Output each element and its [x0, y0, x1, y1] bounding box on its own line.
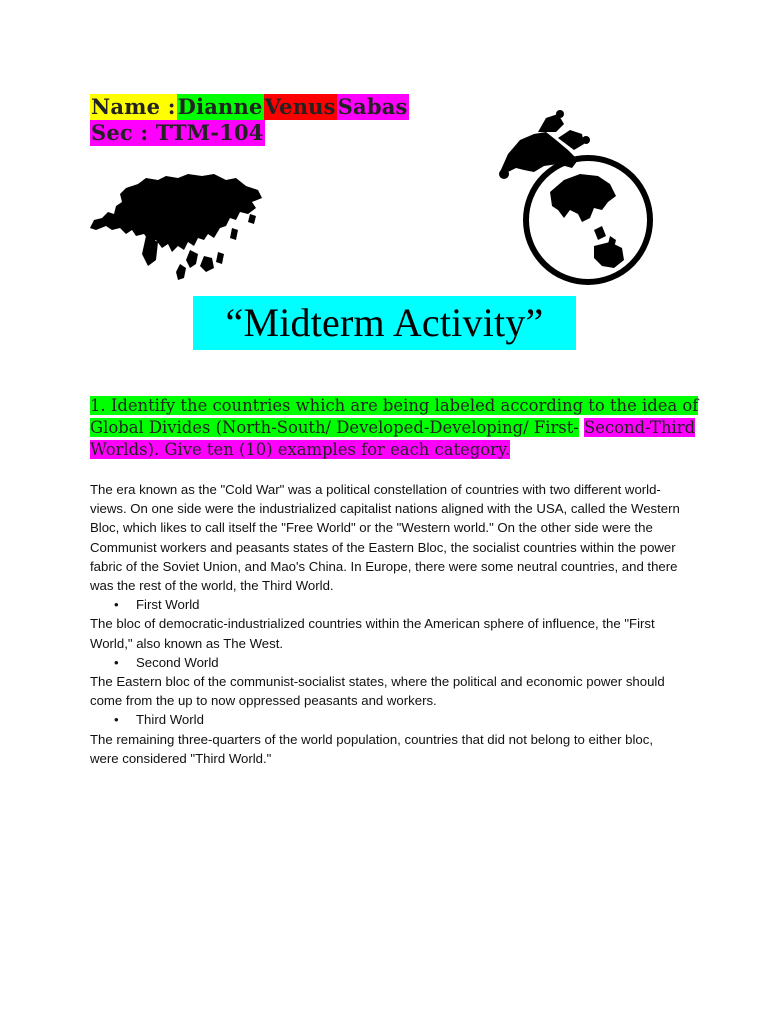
last-name: Sabas	[337, 94, 408, 119]
page-title: “Midterm Activity”	[193, 296, 576, 350]
question-line-2: Second-Third Worlds). Give ten (10) examples for each category.	[90, 418, 696, 459]
question-line-1: 1. Identify the countries which are being labeled according to the idea of Global Divides (North-South/ Developed-Developing/ First-	[90, 396, 699, 437]
bullet-second-world	[90, 653, 680, 672]
jester-hat-globe-icon	[498, 110, 658, 290]
third-world-paragraph: The remaining three-quarters of the world population, countries that did not belong to either bloc, were considered "Third World."	[90, 731, 654, 766]
name-label: Name :	[91, 94, 176, 119]
first-name: Dianne	[177, 94, 263, 119]
bullet-icon: •	[114, 597, 119, 613]
bullet-icon: •	[114, 712, 119, 728]
second-world-paragraph: The Eastern bloc of the communist-socialist states, where the political and economic power should come from the up to now oppressed peasants and workers.	[90, 674, 665, 709]
bullet-icon: •	[114, 654, 119, 670]
bullet-first-world	[90, 595, 680, 614]
asia-map-silhouette	[86, 168, 266, 288]
intro-paragraph: The era known as the "Cold War" was a political constellation of countries with two different world-views. On one side were the industrialized capitalist nations aligned with the USA, called the Western Bloc, which likes to call itself the "Free World" or the "Western world." On the other side were the Communist workers and peasants states of the Eastern Bloc, the socialist countries within the power fabric of the Soviet Union, and Mao's China. In Europe, there were some neutral countries, and there was the rest of the world, the Third World.	[90, 482, 680, 594]
body-text	[90, 480, 680, 768]
section-line	[90, 120, 265, 146]
bullet-label: Third World	[136, 712, 204, 728]
bullet-label: First World	[136, 597, 200, 613]
first-world-paragraph: The bloc of democratic-industrialized countries within the American sphere of influence, the "First World," also known as The West.	[90, 616, 655, 651]
middle-name: Venus	[264, 94, 336, 119]
name-line	[90, 94, 409, 120]
question-text	[90, 395, 700, 461]
section-label: Sec : TTM-104	[91, 120, 264, 145]
bullet-label: Second World	[136, 654, 219, 670]
bullet-third-world	[90, 710, 680, 729]
